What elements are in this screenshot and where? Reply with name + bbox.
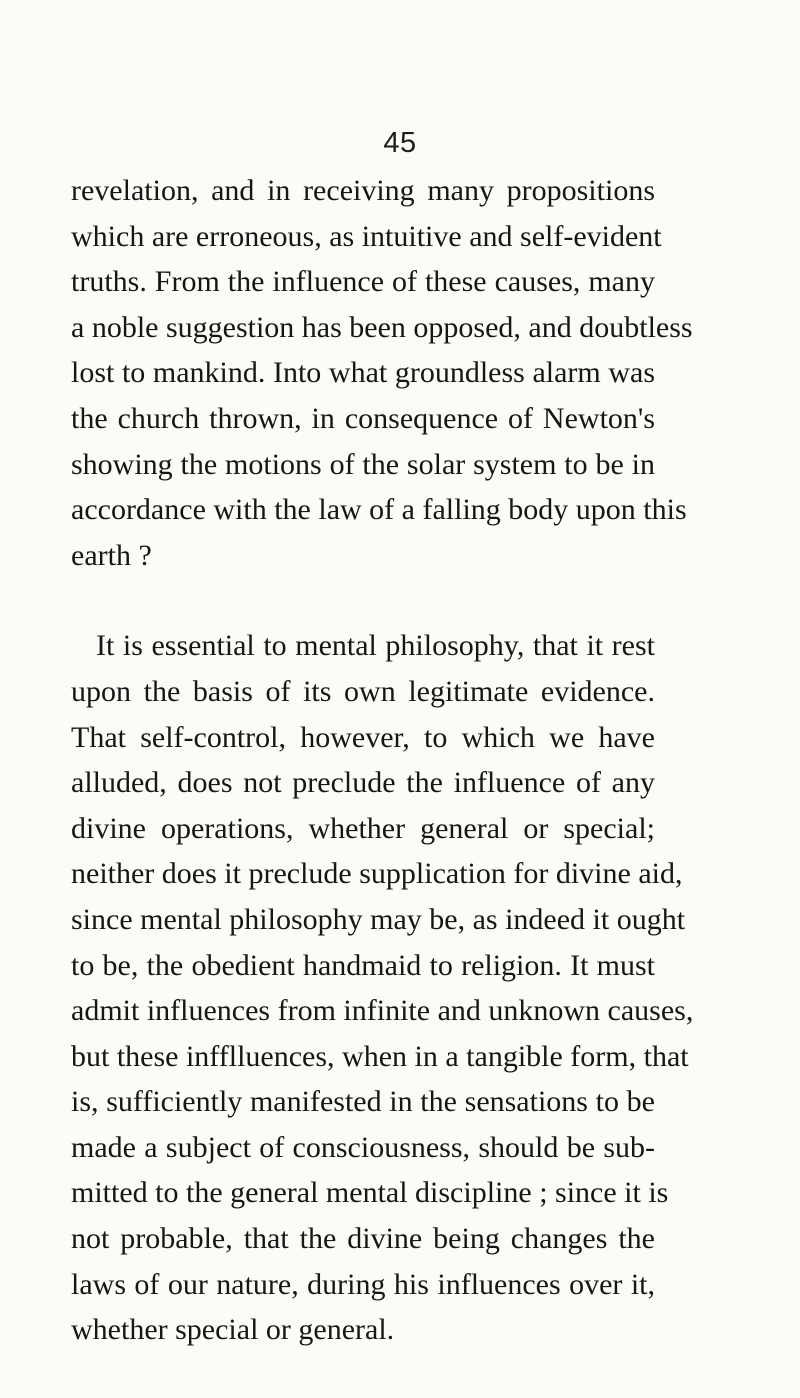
text-line: divine operations, whether general or special; (71, 811, 655, 845)
text-line: laws of our nature, during his influences over it, (71, 1267, 655, 1301)
text-line: earth ? (71, 538, 152, 572)
text-line: the church thrown, in consequence of Newton's (71, 401, 655, 435)
paragraph-gap (71, 578, 655, 623)
text-line: which are erroneous, as intuitive and self-evident (71, 219, 662, 253)
text-line: made a subject of consciousness, should be sub- (71, 1130, 655, 1164)
text-line: admit influences from infinite and unknown causes, (71, 994, 694, 1028)
text-line: not probable, that the divine being changes the (71, 1222, 655, 1256)
text-line: alluded, does not preclude the influence of any (71, 766, 655, 800)
text-line: neither does it preclude supplication for divine aid, (71, 857, 683, 891)
page-number: 45 (383, 127, 417, 159)
text-line: mitted to the general mental discipline ; since it is (71, 1176, 669, 1210)
text-line: accordance with the law of a falling body upon this (71, 493, 687, 527)
paragraph-2 (71, 623, 694, 1353)
text-line: is, sufficiently manifested in the sensations to be (71, 1085, 655, 1119)
text-line: a noble suggestion has been opposed, and doubtless (71, 310, 693, 344)
text-line: whether special or general. (71, 1313, 395, 1347)
paragraph-1 (71, 168, 693, 578)
text-line: truths. From the influence of these causes, many (71, 265, 655, 299)
text-line: showing the motions of the solar system to be in (71, 447, 655, 481)
text-line: revelation, and in receiving many propositions (71, 174, 655, 207)
body-text (71, 168, 694, 1353)
text-line: upon the basis of its own legitimate evidence. (71, 674, 655, 708)
text-line: It is essential to mental philosophy, that it rest (96, 629, 655, 663)
text-line: lost to mankind. Into what groundless alarm was (71, 356, 655, 390)
text-line: to be, the obedient handmaid to religion. It must (71, 948, 655, 982)
text-line: since mental philosophy may be, as indeed it ought (71, 902, 686, 936)
text-line: but these infflluences, when in a tangible form, that (71, 1039, 689, 1073)
text-line: That self-control, however, to which we have (71, 720, 655, 754)
